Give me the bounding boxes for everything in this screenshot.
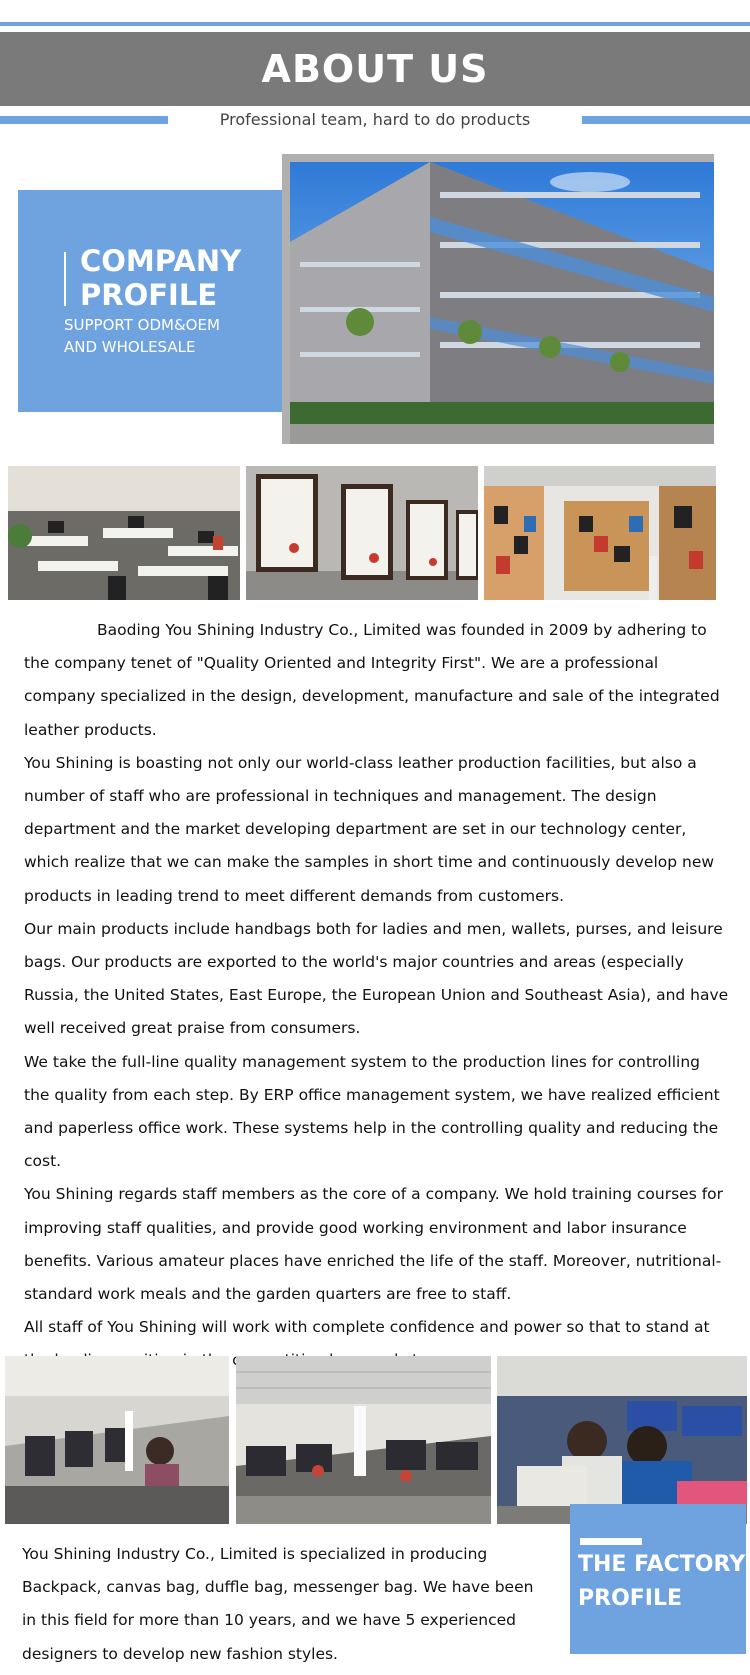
- page-subtitle: Professional team, hard to do products: [219, 110, 531, 129]
- top-accent-line: [0, 22, 750, 26]
- factory-floor-photo-1: [5, 1356, 229, 1524]
- company-profile-sub-line1: SUPPORT ODM&OEM: [64, 316, 220, 334]
- factory-profile-title-line1: THE FACTORY: [578, 1552, 746, 1577]
- company-profile-subtitle: [64, 314, 220, 358]
- building-photo: [290, 162, 714, 444]
- paragraph: You Shining is boasting not only our world-class leather production facilities, but also a number of staff who are professional in techniques and management. The design department and the market developing department are set in our technology center, which realize that we can make the samples in short time and continuously develop new products in leading trend to meet different demands from customers.: [24, 753, 715, 905]
- company-profile-sub-line2: AND WHOLESALE: [64, 338, 196, 356]
- factory-accent-mark: [580, 1538, 642, 1545]
- paragraph: We take the full-line quality management system to the production lines for controlling the quality from each step. By ERP office management system, we have realized efficient and paperless office work. These systems help in the controlling quality and reducing the cost.: [24, 1052, 720, 1171]
- company-description: [24, 614, 729, 1378]
- paragraph: You Shining regards staff members as the core of a company. We hold training courses for improving staff qualities, and provide good working environment and labor insurance benefits. Various amateur places have enriched the life of the staff. Moreover, nutritional-standard work meals and the garden quarters are free to staff.: [24, 1185, 724, 1304]
- factory-profile-title: [578, 1548, 745, 1616]
- certificates-photo: [246, 466, 478, 600]
- company-profile-title: [80, 244, 241, 312]
- title-bar: [0, 32, 750, 106]
- paragraph: Our main products include handbags both for ladies and men, wallets, purses, and leisure bags. Our products are exported to the world's major countries and areas (especially Russia, the United States, East Europe, the European Union and Southeast Asia), and have well received great praise from consumers.: [24, 919, 729, 1038]
- profile-accent-mark: [64, 252, 66, 306]
- office-photo: [8, 466, 240, 600]
- company-profile-title-line2: PROFILE: [80, 278, 218, 312]
- factory-profile-title-line2: PROFILE: [578, 1586, 683, 1611]
- subtitle-bar-right: [582, 116, 750, 124]
- factory-paragraph: You Shining Industry Co., Limited is specialized in producing Backpack, canvas bag, duffle bag, messenger bag. We have been in this field for more than 10 years, and we have 5 experienced designers to develop new fashion styles.: [22, 1545, 534, 1663]
- subtitle-bar-left: [0, 116, 168, 124]
- factory-floor-photo-2: [236, 1356, 491, 1524]
- page-title: ABOUT US: [261, 47, 489, 91]
- paragraph: Baoding You Shining Industry Co., Limited was founded in 2009 by adhering to the company tenet of "Quality Oriented and Integrity First". We are a professional company specialized in the design, development, manufacture and sale of the integrated leather products.: [24, 621, 720, 739]
- company-profile-title-line1: COMPANY: [80, 244, 242, 278]
- showroom-photo: [484, 466, 716, 600]
- paragraph: All staff of You Shining will work with complete confidence and power so that to stand at: [24, 1318, 710, 1337]
- sewing-worker-photo: [497, 1356, 747, 1524]
- factory-description: [22, 1538, 552, 1671]
